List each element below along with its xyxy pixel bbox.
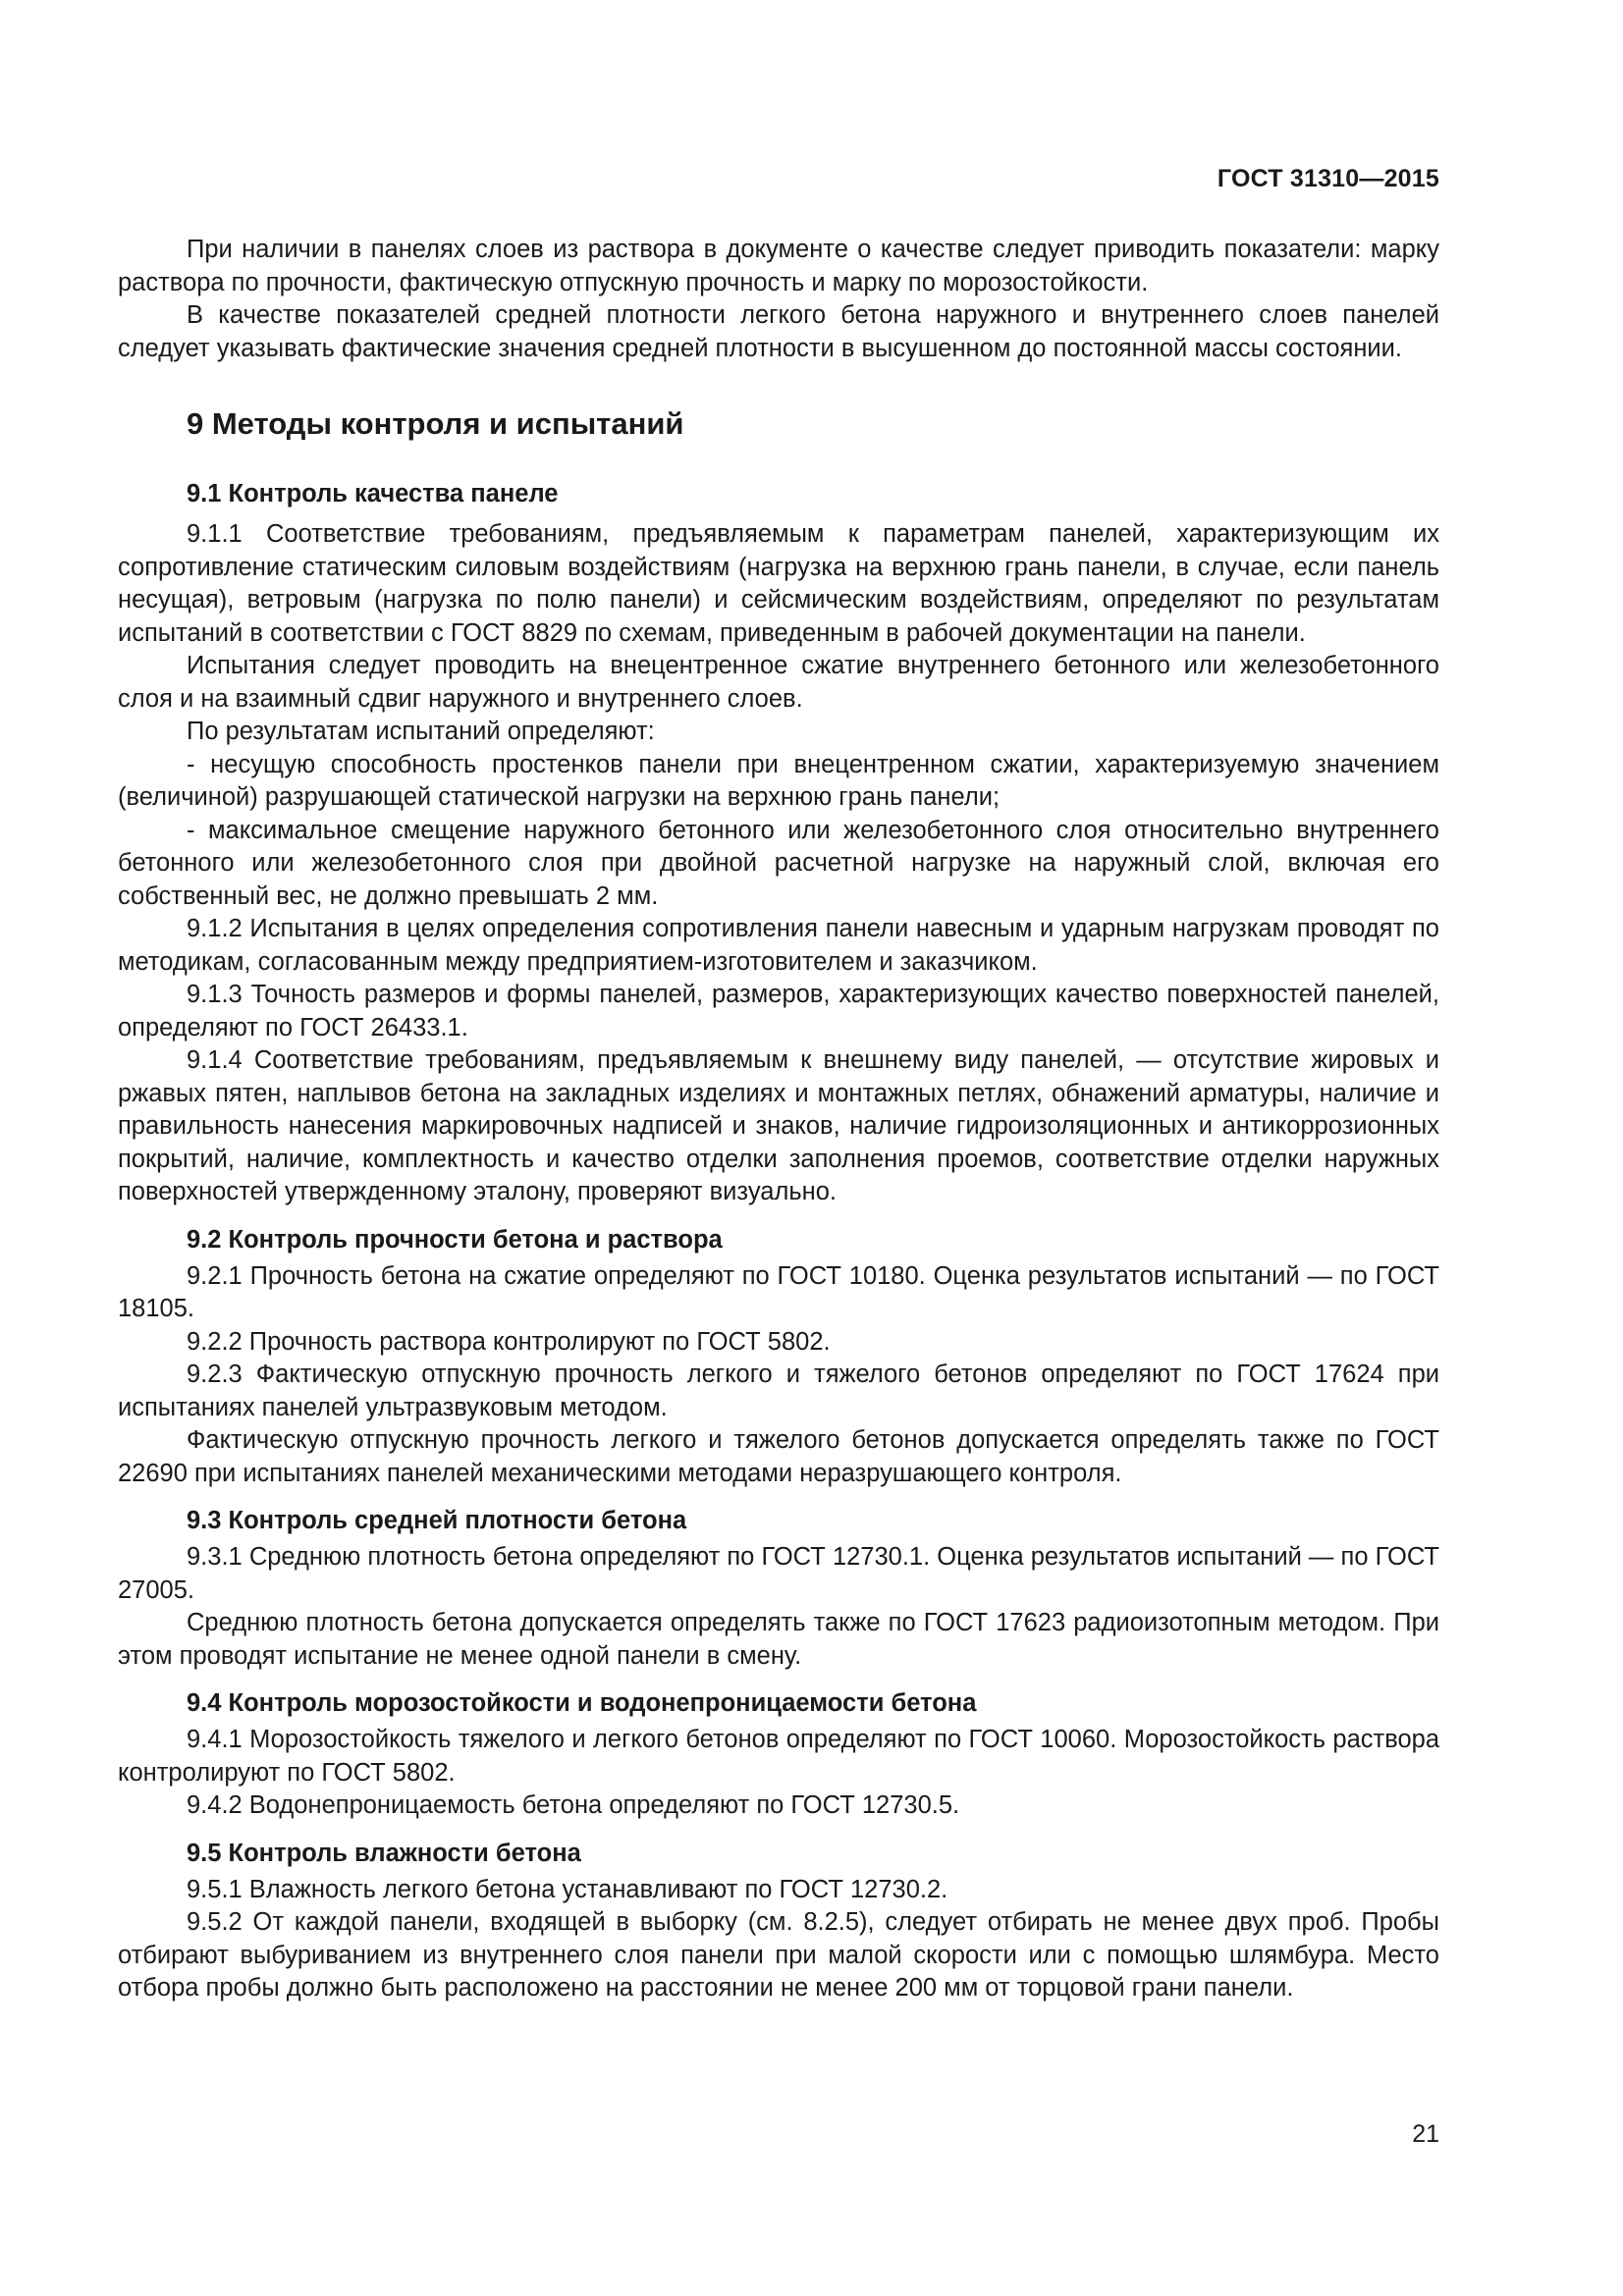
paragraph: 9.2.1 Прочность бетона на сжатие определяют по ГОСТ 10180. Оценка результатов испытаний — по ГОСТ 18105. bbox=[118, 1261, 1439, 1322]
subsection-heading: 9.2 Контроль прочности бетона и раствора bbox=[187, 1225, 723, 1254]
document-code: ГОСТ 31310—2015 bbox=[1217, 165, 1439, 192]
subsection-heading: 9.4 Контроль морозостойкости и водонепроницаемости бетона bbox=[187, 1689, 977, 1717]
page-content bbox=[118, 234, 1439, 2005]
paragraph: 9.1.3 Точность размеров и формы панелей, размеров, характеризующих качество поверхностей панелей, определяют по ГОСТ 26433.1. bbox=[118, 981, 1439, 1041]
paragraph: По результатам испытаний определяют: bbox=[187, 718, 655, 745]
paragraph: Фактическую отпускную прочность легкого и тяжелого бетонов допускается определять также по ГОСТ 22690 при испытаниях панелей механическими методами неразрушающего контроля. bbox=[118, 1426, 1439, 1487]
paragraph: 9.4.1 Морозостойкость тяжелого и легкого бетонов определяют по ГОСТ 10060. Морозостойкость раствора контролируют по ГОСТ 5802. bbox=[118, 1726, 1439, 1787]
subsection-heading: 9.1 Контроль качества панеле bbox=[187, 480, 559, 507]
paragraph: Испытания следует проводить на внецентренное сжатие внутреннего бетонного или железобетонного слоя и на взаимный сдвиг наружного и внутреннего слоев. bbox=[118, 652, 1439, 713]
paragraph: 9.5.2 От каждой панели, входящей в выборку (см. 8.2.5), следует отбирать не менее двух проб. Пробы отбирают выбуриванием из внутреннего слоя панели при малой скорости или с помощью шлямбура. Место отбора пробы должно быть расположено на расстоянии не менее 200 мм от торцовой грани панели. bbox=[118, 1908, 1439, 2002]
paragraph: 9.1.4 Соответствие требованиям, предъявляемым к внешнему виду панелей, — отсутствие жировых и ржавых пятен, наплывов бетона на закладных изделиях и монтажных петлях, обнажений арматуры, наличие и правильность нанесения маркировочных надписей и знаков, наличие гидроизоляционных и антикоррозионных покрытий, наличие, комплектность и качество отделки заполнения проемов, соответствие отделки наружных поверхностей утвержденному эталону, проверяют визуально. bbox=[118, 1046, 1439, 1205]
paragraph: 9.2.3 Фактическую отпускную прочность легкого и тяжелого бетонов определяют по ГОСТ 17624 при испытаниях панелей ультразвуковым методом. bbox=[118, 1361, 1439, 1421]
paragraph: 9.1.1 Соответствие требованиям, предъявляемым к параметрам панелей, характеризующим их сопротивление статическим силовым воздействиям (нагрузка на верхнюю грань панели, в случае, если панель несущая), ветровым (нагрузка по полю панели) и сейсмическим воздействиям, определяют по результатам испытаний в соответствии с ГОСТ 8829 по схемам, приведенным в рабочей документации на панели. bbox=[118, 520, 1439, 647]
paragraph: 9.1.2 Испытания в целях определения сопротивления панели навесным и ударным нагрузкам проводят по методикам, согласованным между предприятием-изготовителем и заказчиком. bbox=[118, 915, 1439, 976]
paragraph: В качестве показателей средней плотности легкого бетона наружного и внутреннего слоев панелей следует указывать фактические значения средней плотности в высушенном до постоянной массы состоянии. bbox=[118, 301, 1439, 362]
subsection-heading: 9.5 Контроль влажности бетона bbox=[187, 1839, 581, 1867]
paragraph: 9.2.2 Прочность раствора контролируют по ГОСТ 5802. bbox=[187, 1327, 831, 1356]
paragraph: 9.5.1 Влажность легкого бетона устанавливают по ГОСТ 12730.2. bbox=[187, 1875, 948, 1903]
page-number: 21 bbox=[1412, 2120, 1439, 2148]
list-item: - максимальное смещение наружного бетонного или железобетонного слоя относительно внутреннего бетонного или железобетонного слоя при двойной расчетной нагрузке на наружный слой, включая его собственный вес, не должно превышать 2 мм. bbox=[118, 816, 1439, 910]
paragraph: 9.3.1 Среднюю плотность бетона определяют по ГОСТ 12730.1. Оценка результатов испытаний — по ГОСТ 27005. bbox=[118, 1543, 1439, 1604]
list-item: - несущую способность простенков панели при внецентренном сжатии, характеризуемую значением (величиной) разрушающей статической нагрузки на верхнюю грань панели; bbox=[118, 750, 1439, 811]
paragraph: 9.4.2 Водонепроницаемость бетона определяют по ГОСТ 12730.5. bbox=[187, 1791, 960, 1819]
paragraph: Среднюю плотность бетона допускается определять также по ГОСТ 17623 радиоизотопным методом. При этом проводят испытание не менее одной панели в смену. bbox=[118, 1609, 1439, 1670]
subsection-heading: 9.3 Контроль средней плотности бетона bbox=[187, 1507, 687, 1534]
paragraph: При наличии в панелях слоев из раствора в документе о качестве следует приводить показатели: марку раствора по прочности, фактическую отпускную прочность и марку по морозостойкости. bbox=[118, 236, 1439, 296]
section-heading: 9 Методы контроля и испытаний bbox=[187, 406, 684, 441]
